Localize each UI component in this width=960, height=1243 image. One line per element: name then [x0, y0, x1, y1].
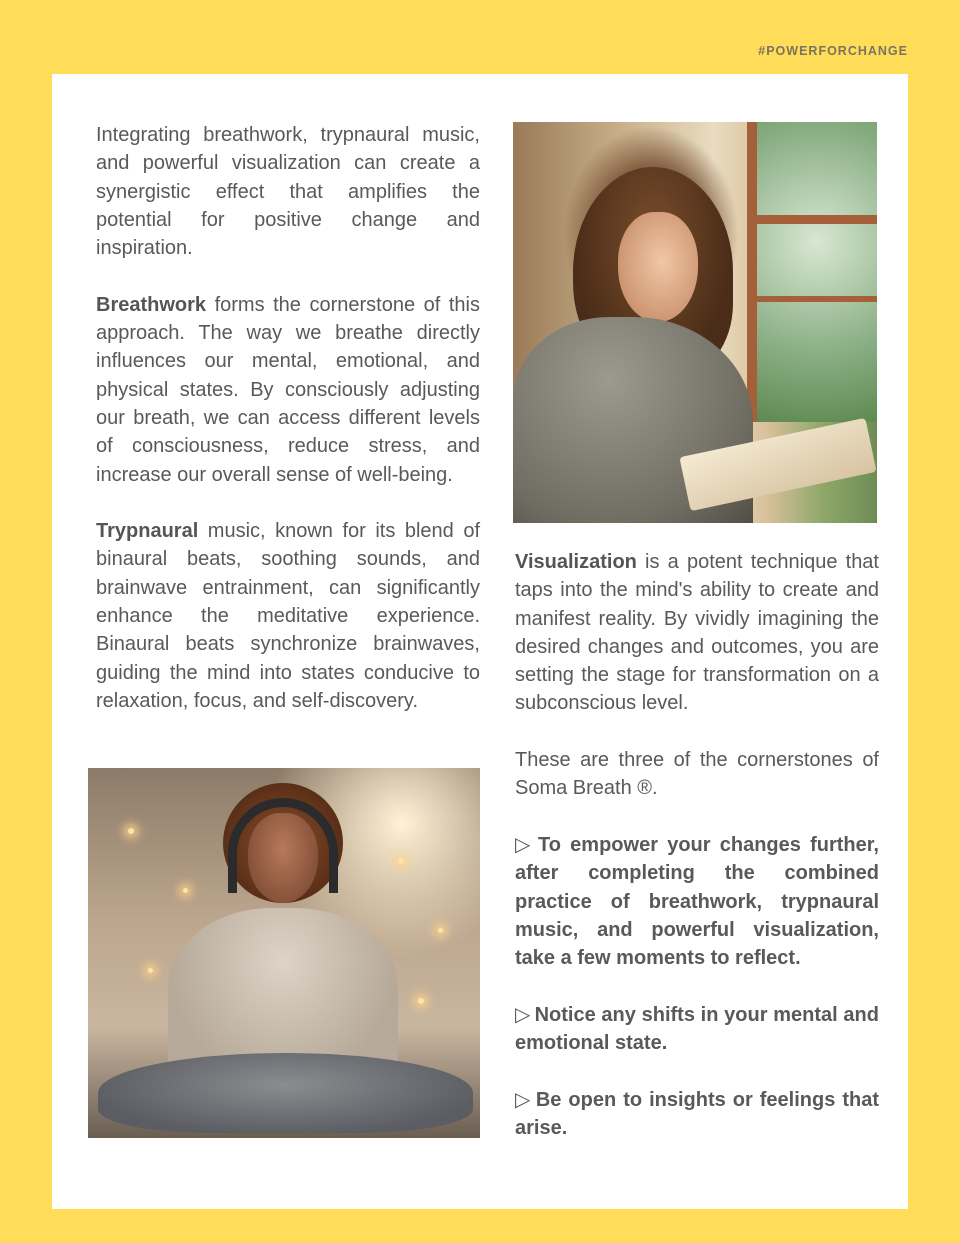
woman-meditating-image: [88, 768, 480, 1138]
light-orb: [128, 828, 134, 834]
woman-reading-image: [513, 122, 877, 523]
window-illustration: [747, 122, 877, 422]
intro-paragraph: Integrating breathwork, trypnaural music, and powerful visualization can create a synergistic effect that amplifies the potential for positive change and inspiration.: [96, 124, 480, 260]
trypnaural-text: music, known for its blend of binaural beats, soothing sounds, and brainwave entrainment, can significantly enhance the meditative experience. Binaural beats synchronize brainwaves, guiding the mind into states conducive to relaxation, focus, and self-discovery.: [96, 520, 480, 712]
legs-illustration: [98, 1053, 473, 1133]
tip-3: [515, 1086, 879, 1143]
visualization-paragraph: [515, 548, 879, 718]
right-column: [515, 548, 879, 1171]
hashtag-label: #POWERFORCHANGE: [758, 44, 908, 58]
light-orb: [418, 998, 424, 1004]
light-orb: [438, 928, 443, 933]
face-illustration: [618, 212, 698, 322]
triangle-icon: ▷: [515, 1003, 531, 1026]
light-orb: [398, 858, 404, 864]
light-orb: [148, 968, 153, 973]
triangle-icon: ▷: [515, 833, 535, 856]
breathwork-paragraph: [96, 291, 480, 489]
triangle-icon: ▷: [515, 1088, 532, 1111]
tip-2: [515, 1001, 879, 1058]
cornerstones-paragraph: These are three of the cornerstones of Soma Breath ®.: [515, 749, 879, 800]
visualization-term: Visualization: [515, 551, 637, 573]
left-column: [96, 121, 480, 744]
trypnaural-paragraph: [96, 517, 480, 715]
tip-1-text: To empower your changes further, after completing the combined practice of breathwork, trypnaural music, and powerful visualization, take a few moments to reflect.: [515, 833, 879, 970]
trypnaural-term: Trypnaural: [96, 520, 199, 543]
tip-1: [515, 831, 879, 972]
breathwork-text: forms the cornerstone of this approach. The way we breathe directly influences our mental, emotional, and physical states. By consciously adjusting our breath, we can access different levels of consciousness, reduce stress, and increase our overall sense of well-being.: [96, 293, 480, 486]
visualization-text: is a potent technique that taps into the mind's ability to create and manifest reality. By vividly imagining the desired changes and outcomes, you are setting the stage for transformation on a subconscious level.: [515, 551, 879, 715]
breathwork-term: Breathwork: [96, 293, 207, 316]
light-orb: [183, 888, 188, 893]
tip-2-text: Notice any shifts in your mental and emotional state.: [515, 1003, 879, 1055]
page-card: [52, 74, 908, 1209]
tip-3-text: Be open to insights or feelings that arise.: [515, 1088, 879, 1139]
